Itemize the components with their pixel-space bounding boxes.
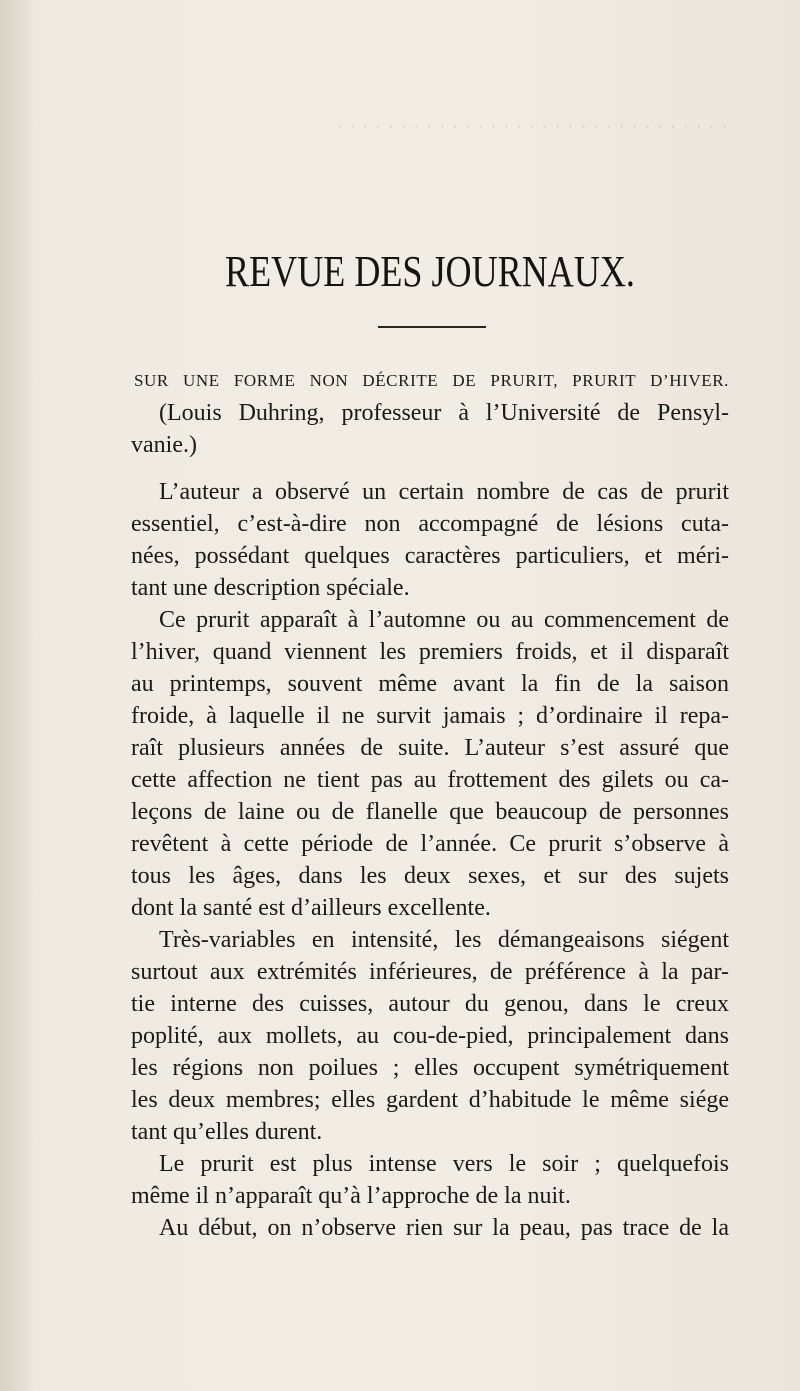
text-line: tie interne des cuisses, autour du genou, dans le creux (131, 991, 729, 1017)
text-line: au printemps, souvent même avant la fin de la saison (131, 671, 729, 697)
paragraph-2 (131, 604, 729, 924)
text-line: L’auteur a observé un certain nombre de cas de prurit (159, 479, 729, 505)
text-line: leçons de laine ou de flanelle que beaucoup de personnes (131, 799, 729, 825)
page-edge-shadow (0, 0, 34, 1391)
text-line: même il n’apparaît qu’à l’approche de la nuit. (131, 1183, 571, 1209)
paragraph-4 (131, 1148, 729, 1212)
text-line: surtout aux extrémités inférieures, de préférence à la par- (131, 959, 729, 985)
text-line: revêtent à cette période de l’année. Ce prurit s’observe à (131, 831, 729, 857)
page-title (77, 244, 733, 300)
text-line: raît plusieurs années de suite. L’auteur s’est assuré que (131, 735, 729, 761)
text-line: cette affection ne tient pas au frottement des gilets ou ca- (131, 767, 729, 793)
text-line: tant une description spéciale. (131, 575, 410, 601)
text-line: poplité, aux mollets, au cou-de-pied, principalement dans (131, 1023, 729, 1049)
text-line: Au début, on n’observe rien sur la peau, pas trace de la (159, 1215, 729, 1241)
text-line: nées, possédant quelques caractères particuliers, et méri- (131, 543, 729, 569)
text-line: l’hiver, quand viennent les premiers froids, et il disparaît (131, 639, 729, 665)
text-line: tant qu’elles durent. (131, 1119, 323, 1145)
text-line: tous les âges, dans les deux sexes, et sur des sujets (131, 863, 729, 889)
text-line: froide, à laquelle il ne survit jamais ; d’ordinaire il repa- (131, 703, 729, 729)
spacer (131, 461, 729, 476)
text-line: Le prurit est plus intense vers le soir ; quelquefois (159, 1151, 729, 1177)
paragraph-3 (131, 924, 729, 1148)
text-line: Très-variables en intensité, les démangeaisons siégent (159, 927, 729, 953)
byline-line: (Louis Duhring, professeur à l’Université de Pensyl- (159, 400, 729, 426)
text-line: les régions non poilues ; elles occupent symétriquement (131, 1055, 729, 1081)
byline-line: vanie.) (131, 432, 197, 458)
article-body (131, 365, 729, 1244)
page-title-text: REVUE DES JOURNAUX. (225, 247, 635, 296)
reverse-page-show-through: · · · · · · · · · · · · · · · · · · · · · · · · · · · · · · · (335, 114, 728, 139)
text-line: Ce prurit apparaît à l’automne ou au commencement de (159, 607, 729, 633)
text-line: les deux membres; elles gardent d’habitude le même siége (131, 1087, 729, 1113)
paragraph-1 (131, 476, 729, 604)
text-line: dont la santé est d’ailleurs excellente. (131, 895, 491, 921)
title-divider (378, 326, 486, 328)
article-heading: SUR UNE FORME NON DÉCRITE DE PRURIT, PRURIT D’HIVER. (134, 371, 729, 390)
paragraph-5 (131, 1212, 729, 1244)
text-line: essentiel, c’est-à-dire non accompagné de lésions cuta- (131, 511, 729, 537)
